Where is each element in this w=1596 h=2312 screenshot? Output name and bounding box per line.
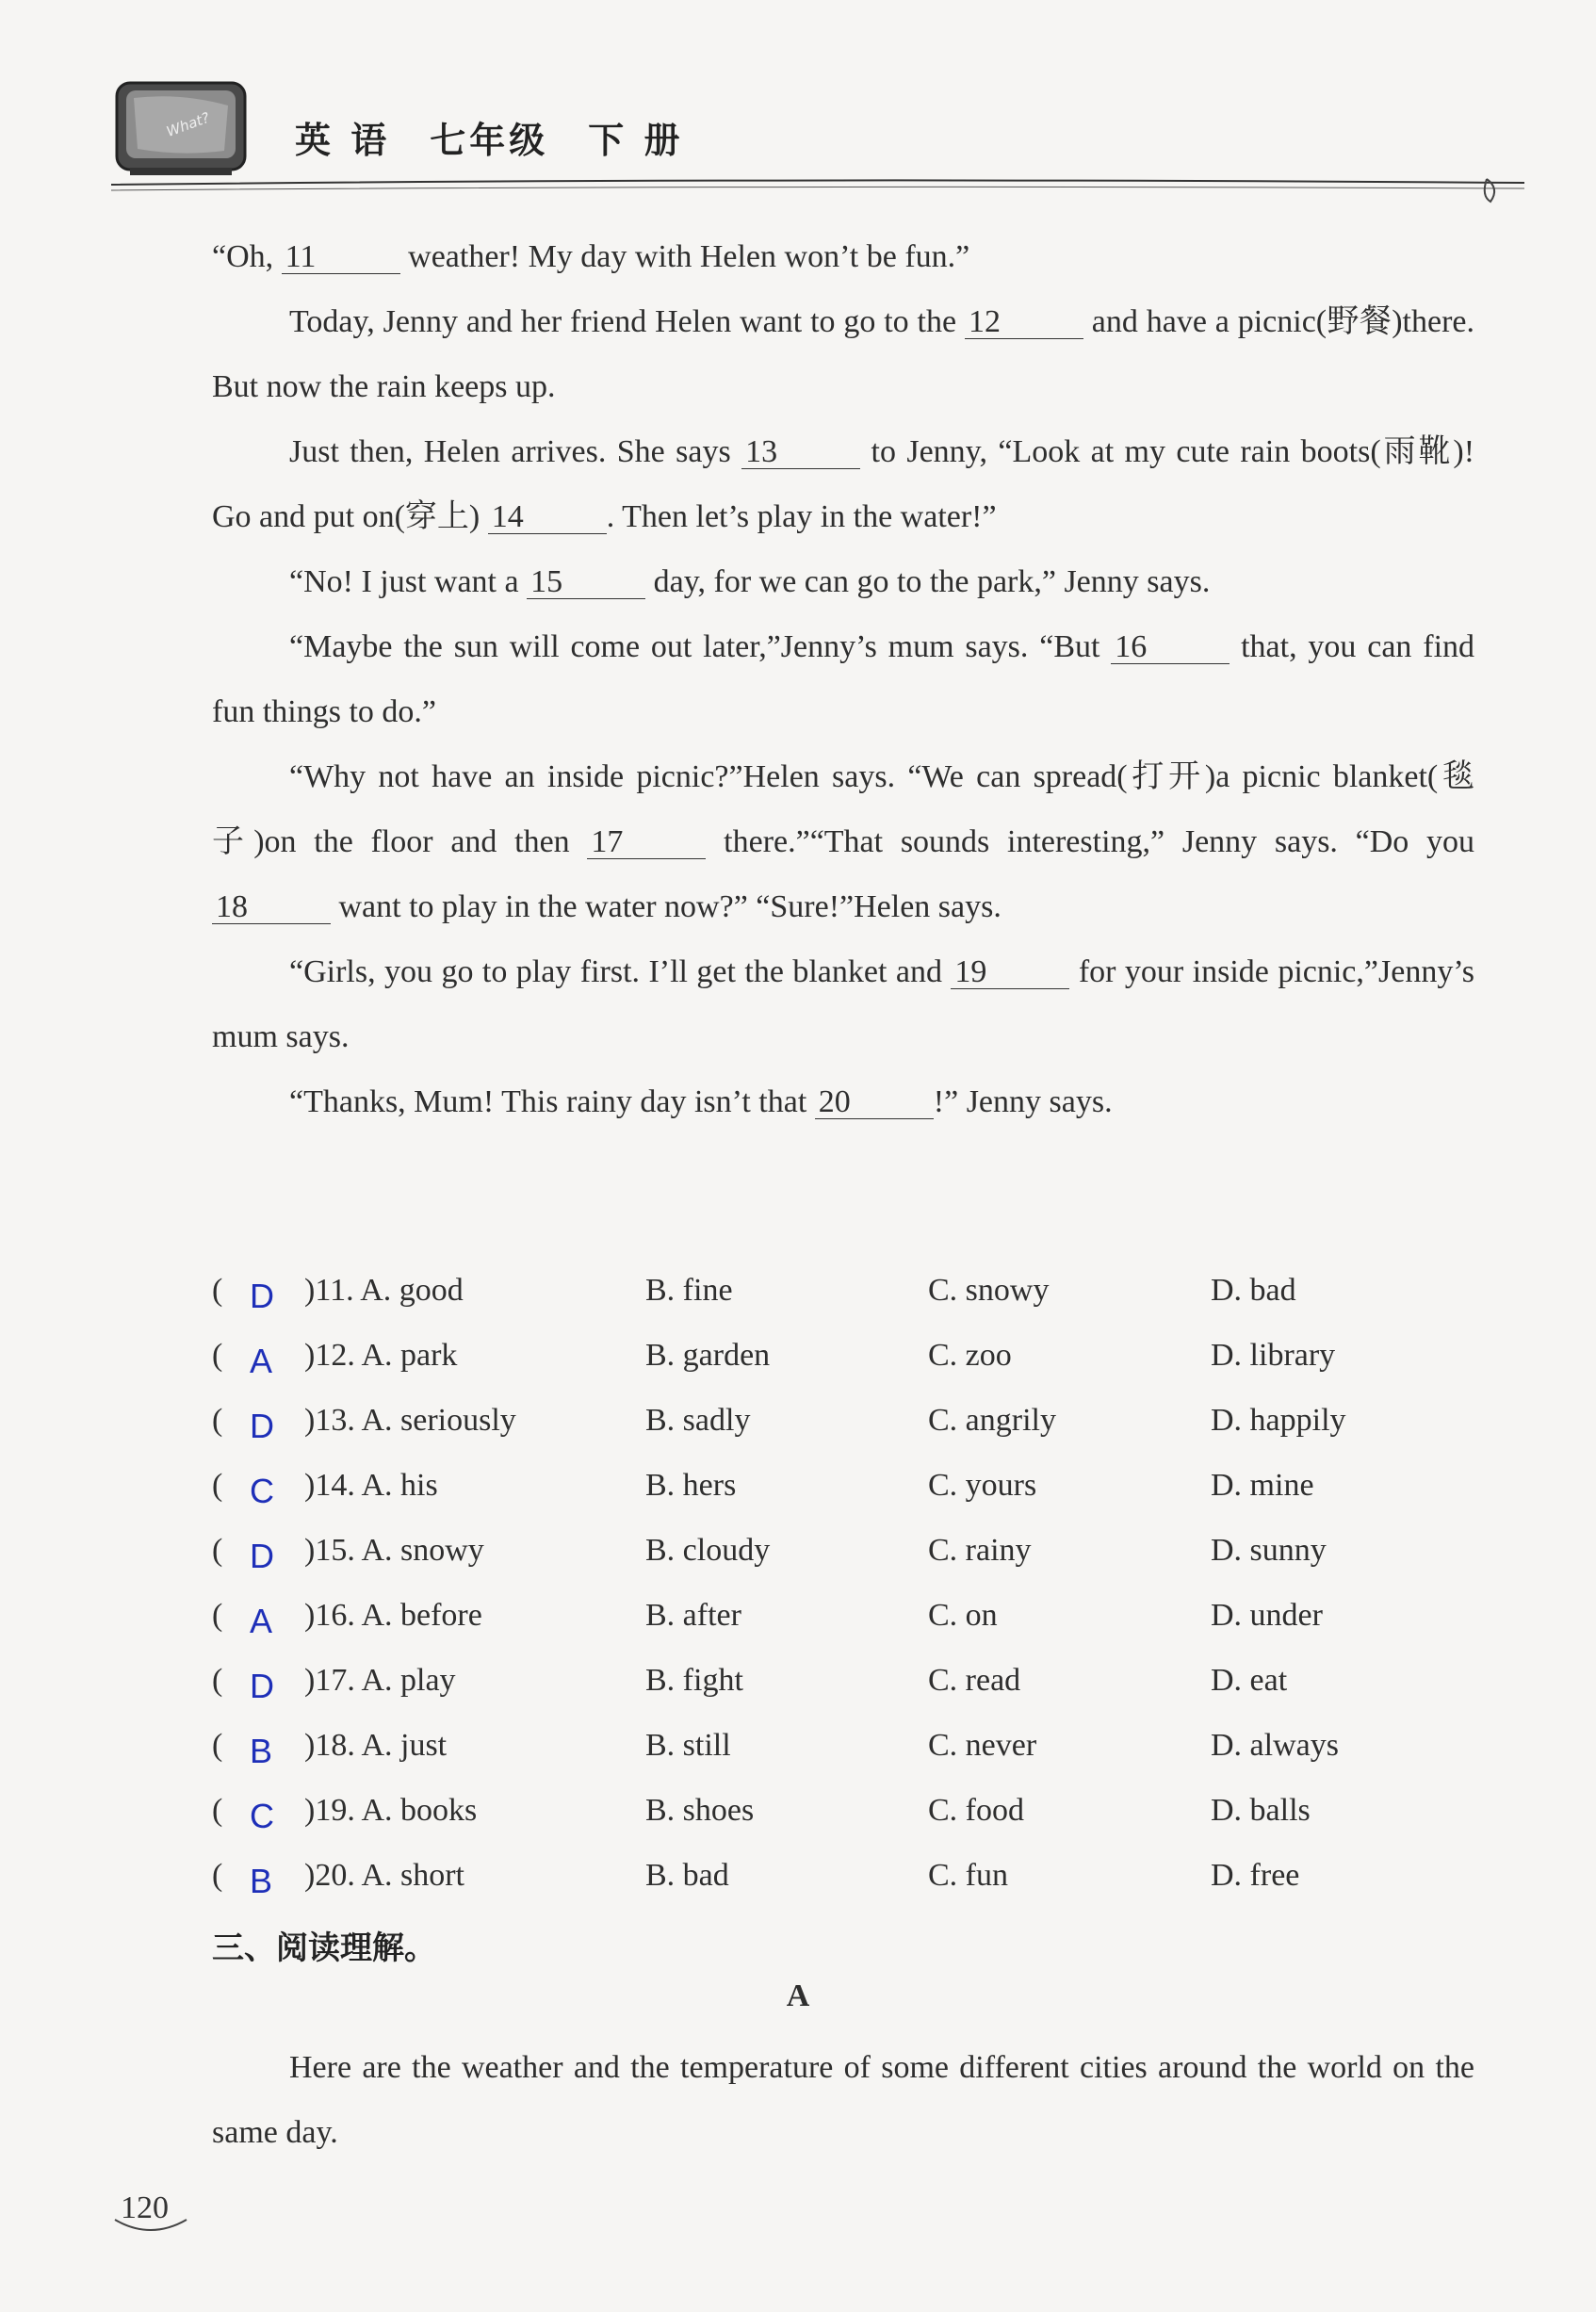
option-d: D. always: [1211, 1728, 1339, 1763]
passage-text: there.”“That sounds interesting,” Jenny says. “Do you: [724, 824, 1475, 859]
passage-text: Just then, Helen arrives. She says: [289, 434, 731, 469]
option-c: C. never: [928, 1728, 1037, 1763]
option-b: B. shoes: [645, 1793, 755, 1828]
paren-open: (: [212, 1273, 223, 1308]
question-num: 18.: [315, 1728, 355, 1763]
option-d: D. sunny: [1211, 1533, 1327, 1568]
passage-paragraph-5: [212, 614, 1474, 744]
paren-open: (: [212, 1403, 223, 1438]
question-number: )14. A. his: [304, 1468, 438, 1503]
option-a: A. his: [361, 1468, 438, 1503]
passage-text: weather! My day with Helen won’t be fun.”: [408, 239, 970, 274]
option-b: B. cloudy: [645, 1533, 771, 1568]
passage-paragraph-8: [212, 1069, 1474, 1134]
cloze-passage: [212, 224, 1474, 1134]
question-row-15: [212, 1520, 1474, 1585]
option-a: A. good: [360, 1273, 464, 1308]
option-c: C. zoo: [928, 1338, 1012, 1373]
answer-mark: D: [250, 1537, 274, 1575]
option-a: A. just: [361, 1728, 448, 1763]
passage-text: Today, Jenny and her friend Helen want to go to the: [289, 304, 957, 339]
paren-open: (: [212, 1793, 223, 1828]
passage-text: “Girls, you go to play first. I’ll get the blanket and: [289, 954, 942, 989]
question-row-19: [212, 1780, 1474, 1845]
option-a: A. books: [361, 1793, 478, 1828]
answer-mark: B: [250, 1732, 273, 1770]
paren-open: (: [212, 1728, 223, 1763]
question-number: )12. A. park: [304, 1338, 458, 1373]
option-d: D. balls: [1211, 1793, 1311, 1828]
option-d: D. library: [1211, 1338, 1336, 1373]
passage-text: day, for we can go to the park,” Jenny says.: [653, 564, 1211, 599]
blank-11: 11: [282, 241, 400, 274]
tv-icon: [111, 73, 251, 179]
question-number: )15. A. snowy: [304, 1533, 484, 1568]
question-number: )18. A. just: [304, 1728, 448, 1763]
question-number: )17. A. play: [304, 1663, 456, 1698]
question-row-18: [212, 1715, 1474, 1780]
passage-paragraph-1: [212, 224, 1474, 289]
question-num: 14.: [315, 1468, 355, 1503]
answer-mark: D: [250, 1407, 274, 1445]
option-a: A. snowy: [361, 1533, 484, 1568]
paren-open: (: [212, 1598, 223, 1633]
question-number: )20. A. short: [304, 1858, 465, 1893]
option-d: D. happily: [1211, 1403, 1346, 1438]
paren-open: (: [212, 1468, 223, 1503]
header-rule: [111, 175, 1524, 213]
option-c: C. snowy: [928, 1273, 1050, 1308]
option-d: D. under: [1211, 1598, 1323, 1633]
option-c: C. fun: [928, 1858, 1008, 1893]
option-a: A. park: [361, 1338, 458, 1373]
passage-paragraph-2: [212, 289, 1474, 419]
reading-intro: [212, 2035, 1474, 2165]
passage-text: want to play in the water now?” “Sure!”Helen says.: [338, 889, 1002, 924]
passage-text: . Then let’s play in the water!”: [606, 499, 997, 534]
question-row-14: [212, 1455, 1474, 1520]
question-num: 20.: [315, 1858, 355, 1893]
option-c: C. food: [928, 1793, 1024, 1828]
passage-text: “Thanks, Mum! This rainy day isn’t that: [289, 1084, 807, 1119]
option-c: C. angrily: [928, 1403, 1056, 1438]
page-number-underline: [113, 2216, 188, 2239]
question-row-11: [212, 1260, 1474, 1325]
passage-paragraph-7: [212, 939, 1474, 1069]
answer-mark: A: [250, 1602, 273, 1640]
question-num: 16.: [315, 1598, 355, 1633]
blank-19: 19: [951, 956, 1069, 989]
option-d: D. mine: [1211, 1468, 1314, 1503]
answer-mark: D: [250, 1277, 274, 1315]
question-num: 11.: [315, 1273, 354, 1308]
paren-open: (: [212, 1533, 223, 1568]
option-a: A. play: [361, 1663, 456, 1698]
option-b: B. sadly: [645, 1403, 751, 1438]
answer-mark: D: [250, 1667, 274, 1705]
reading-paragraph: Here are the weather and the temperature of some different cities around the world on the same day.: [212, 2050, 1474, 2150]
option-b: B. after: [645, 1598, 741, 1633]
paren-open: (: [212, 1858, 223, 1893]
section-title: 三、阅读理解。: [212, 1929, 436, 1967]
option-b: B. bad: [645, 1858, 729, 1893]
question-number: )13. A. seriously: [304, 1403, 516, 1438]
question-num: 17.: [315, 1663, 355, 1698]
passage-paragraph-4: [212, 549, 1474, 614]
page-number: 120: [121, 2190, 169, 2225]
option-d: D. eat: [1211, 1663, 1288, 1698]
passage-text: “Oh,: [212, 239, 274, 274]
passage-text: for your inside picnic,”Jenny’s mum says.: [212, 954, 1474, 1054]
passage-text: and have a picnic(野餐)there. But now the rain keeps up.: [212, 304, 1474, 404]
option-b: B. hers: [645, 1468, 737, 1503]
option-b: B. fine: [645, 1273, 733, 1308]
question-num: 12.: [315, 1338, 355, 1373]
answer-mark: B: [250, 1862, 273, 1900]
option-d: D. bad: [1211, 1273, 1296, 1308]
passage-text: “Maybe the sun will come out later,”Jenny’s mum says. “But: [289, 629, 1100, 664]
blank-14: 14: [488, 501, 607, 534]
option-b: B. still: [645, 1728, 731, 1763]
passage-paragraph-6: [212, 744, 1474, 939]
option-d: D. free: [1211, 1858, 1300, 1893]
question-row-12: [212, 1325, 1474, 1390]
paren-open: (: [212, 1338, 223, 1373]
option-a: A. before: [361, 1598, 482, 1633]
question-num: 13.: [315, 1403, 355, 1438]
answer-mark: A: [250, 1342, 273, 1380]
paren-open: (: [212, 1663, 223, 1698]
question-row-13: [212, 1390, 1474, 1455]
page-header: [111, 66, 1524, 198]
question-number: )11. A. good: [304, 1273, 464, 1308]
option-c: C. read: [928, 1663, 1021, 1698]
option-c: C. on: [928, 1598, 998, 1633]
passage-text: “Why not have an inside picnic?”Helen says. “We can spread(打开)a picnic blanket(毯子)on the floor and then: [212, 759, 1474, 859]
option-b: B. garden: [645, 1338, 771, 1373]
blank-12: 12: [965, 306, 1083, 339]
blank-16: 16: [1111, 631, 1230, 664]
option-a: A. short: [361, 1858, 465, 1893]
blank-15: 15: [527, 566, 645, 599]
question-number: )19. A. books: [304, 1793, 478, 1828]
question-list: [212, 1260, 1474, 1910]
header-title: 英 语 七年级 下 册: [295, 120, 684, 161]
tv-icon-text: What?: [164, 108, 212, 140]
question-row-17: [212, 1650, 1474, 1715]
option-a: A. seriously: [361, 1403, 516, 1438]
blank-18: 18: [212, 891, 331, 924]
blank-20: 20: [815, 1086, 934, 1119]
passage-text: !” Jenny says.: [933, 1084, 1113, 1119]
passage-paragraph-3: [212, 419, 1474, 549]
answer-mark: C: [250, 1472, 274, 1510]
passage-text: “No! I just want a: [289, 564, 519, 599]
question-num: 19.: [315, 1793, 355, 1828]
question-row-20: [212, 1845, 1474, 1910]
option-c: C. yours: [928, 1468, 1037, 1503]
option-b: B. fight: [645, 1663, 743, 1698]
question-row-16: [212, 1585, 1474, 1650]
option-c: C. rainy: [928, 1533, 1032, 1568]
question-number: )16. A. before: [304, 1598, 482, 1633]
section-part-label: A: [786, 1978, 810, 2013]
passage-text: to Jenny, “Look at my cute rain boots(雨靴)! Go and put on(穿上): [212, 434, 1475, 534]
blank-17: 17: [587, 826, 706, 859]
question-num: 15.: [315, 1533, 355, 1568]
blank-13: 13: [741, 436, 860, 469]
answer-mark: C: [250, 1797, 274, 1835]
passage-text: that, you can find fun things to do.”: [212, 629, 1475, 729]
